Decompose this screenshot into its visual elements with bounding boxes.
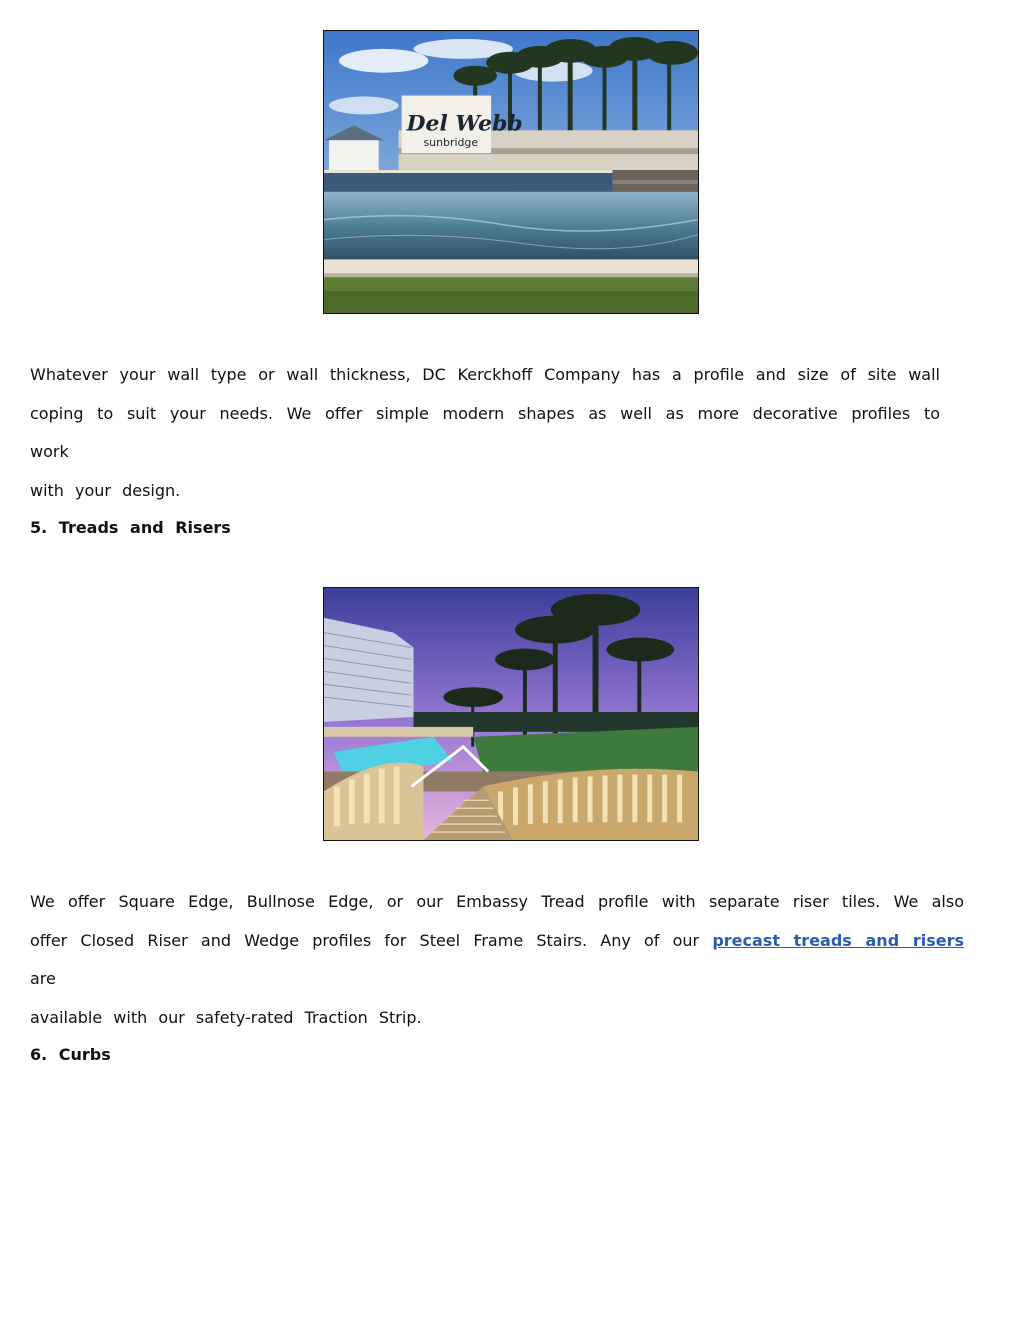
del-webb-entrance-photo xyxy=(323,30,699,314)
paragraph-line: coping to suit your needs. We offer simple modern shapes as well as more decorative profiles to work xyxy=(30,403,940,461)
del-webb-entrance-illustration xyxy=(324,31,698,313)
paragraph-text: are xyxy=(30,969,56,988)
paragraph-line: We offer Square Edge, Bullnose Edge, or our Embassy Tread profile with separate riser tiles. We also xyxy=(30,892,964,911)
section-heading-curbs: 6. Curbs xyxy=(30,1045,111,1064)
sign-text-sunbridge: sunbridge xyxy=(423,136,479,150)
section-heading-treads-risers: 5. Treads and Risers xyxy=(30,518,231,537)
paragraph-text: offer Closed Riser and Wedge profiles for Steel Frame Stairs. Any of our xyxy=(30,930,700,950)
precast-treads-risers-link[interactable]: precast treads and risers xyxy=(712,930,964,950)
site-wall-coping-paragraph xyxy=(30,356,940,510)
resort-stairs-illustration xyxy=(324,588,698,840)
sign-text-del-webb: Del Webb xyxy=(406,110,523,137)
paragraph-line: available with our safety-rated Traction Strip. xyxy=(30,1007,422,1027)
resort-stairs-photo xyxy=(323,587,699,841)
paragraph-line: with your design. xyxy=(30,480,181,500)
treads-risers-paragraph xyxy=(30,883,964,1037)
paragraph-line-with-link xyxy=(30,922,964,999)
paragraph-line: Whatever your wall type or wall thickness, DC Kerckhoff Company has a profile and size of site wall xyxy=(30,365,940,384)
